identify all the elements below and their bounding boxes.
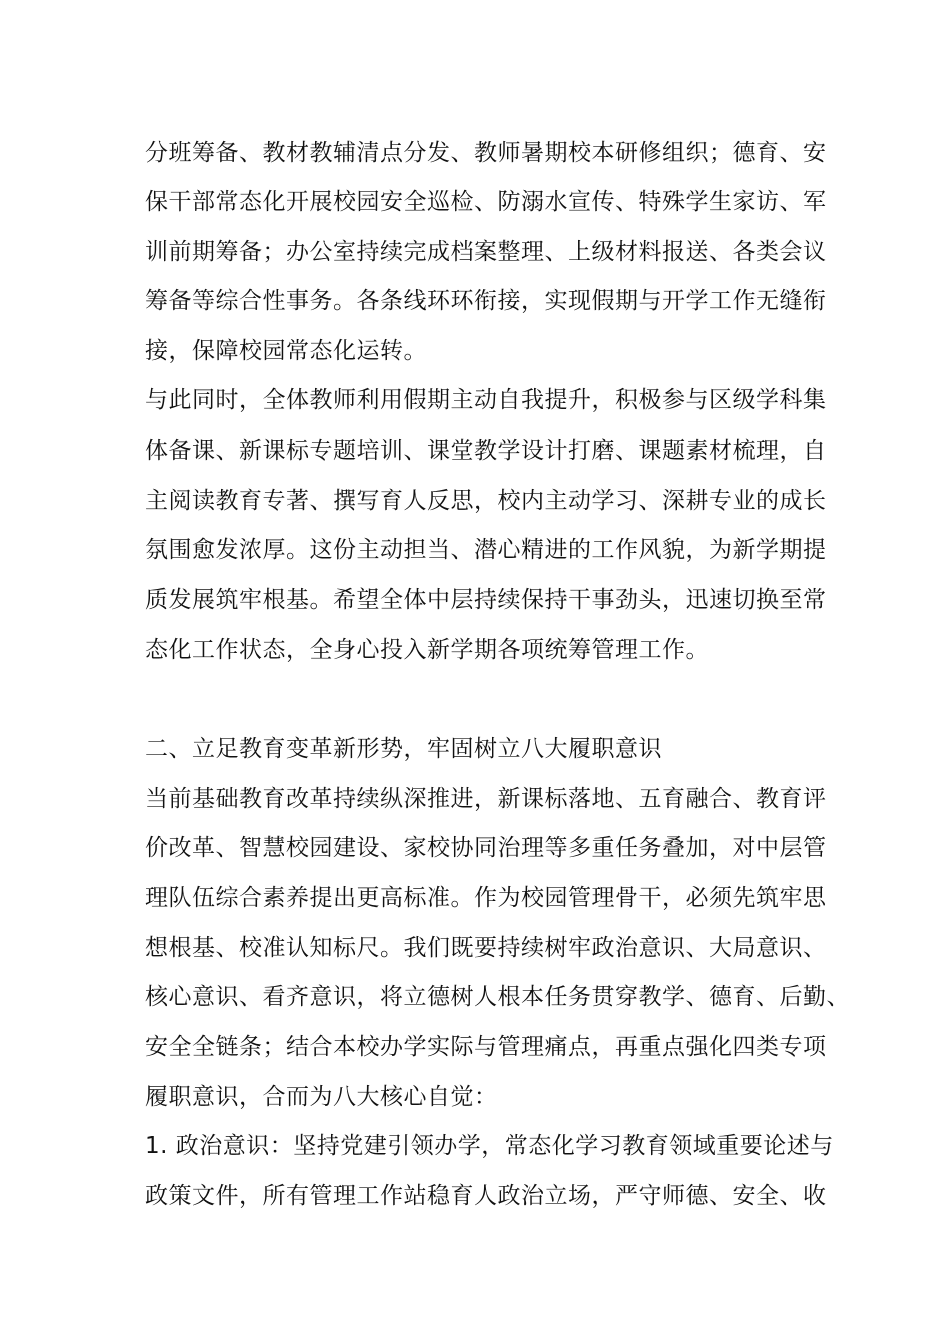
paragraph-line: 质发展筑牢根基。希望全体中层持续保持干事劲头，迅速切换至常 (145, 587, 827, 613)
paragraph-line: 氛围愈发浓厚。这份主动担当、潜心精进的工作风貌，为新学期提 (145, 537, 827, 563)
paragraph-line: 当前基础教育改革持续纵深推进，新课标落地、五育融合、教育评 (145, 786, 827, 812)
paragraph-line: 核心意识、看齐意识，将立德树人根本任务贯穿教学、德育、后勤、 (145, 984, 850, 1010)
paragraph-line: 想根基、校准认知标尺。我们既要持续树牢政治意识、大局意识、 (145, 935, 827, 961)
paragraph-line: 保干部常态化开展校园安全巡检、防溺水宣传、特殊学生家访、军 (145, 189, 827, 215)
paragraph-line: 训前期筹备；办公室持续完成档案整理、上级材料报送、各类会议 (145, 239, 827, 265)
paragraph-line: 与此同时，全体教师利用假期主动自我提升，积极参与区级学科集 (145, 387, 827, 413)
list-item-line: 政策文件，所有管理工作站稳育人政治立场，严守师德、安全、收 (145, 1183, 827, 1209)
paragraph-line: 接，保障校园常态化运转。 (145, 338, 427, 364)
paragraph-line: 理队伍综合素养提出更高标准。作为校园管理骨干，必须先筑牢思 (145, 885, 827, 911)
paragraph-line: 履职意识，合而为八大核心自觉： (145, 1084, 498, 1110)
paragraph-line: 体备课、新课标专题培训、课堂教学设计打磨、课题素材梳理，自 (145, 438, 827, 464)
paragraph-line: 筹备等综合性事务。各条线环环衔接，实现假期与开学工作无缝衔 (145, 288, 827, 314)
paragraph-line: 价改革、智慧校园建设、家校协同治理等多重任务叠加，对中层管 (145, 835, 827, 861)
paragraph-line: 分班筹备、教材教辅清点分发、教师暑期校本研修组织；德育、安 (145, 140, 827, 166)
section-heading: 二、立足教育变革新形势，牢固树立八大履职意识 (145, 736, 662, 762)
paragraph-line: 态化工作状态，全身心投入新学期各项统筹管理工作。 (145, 637, 709, 663)
paragraph-line: 主阅读教育专著、撰写育人反思，校内主动学习、深耕专业的成长 (145, 488, 827, 514)
list-item-line: 1. 政治意识：坚持党建引领办学，常态化学习教育领域重要论述与 (145, 1133, 834, 1159)
paragraph-line: 安全全链条；结合本校办学实际与管理痛点，再重点强化四类专项 (145, 1034, 827, 1060)
